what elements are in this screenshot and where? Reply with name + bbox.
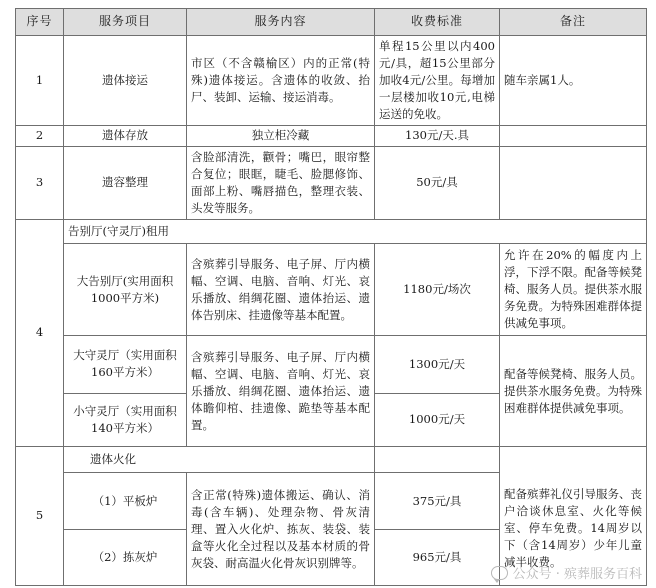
header-item: 服务项目: [64, 9, 187, 36]
service-item: 遗体存放: [64, 125, 187, 146]
service-item: （2）拣灰炉: [64, 529, 187, 585]
fee-table: [15, 8, 647, 586]
service-content: 含脸部清洗，颧骨；嘴巴，眼帘整合复位；眼眶，睫毛、脸腮修饰、面部上粉、嘴唇描色，整理衣装、头发等服务。: [187, 147, 375, 220]
table-row: [16, 35, 647, 125]
row-number: 4: [16, 219, 64, 446]
header-no: 序号: [16, 9, 64, 36]
service-fee: 965元/具: [375, 529, 500, 585]
table-row: [16, 446, 647, 473]
table-row: [16, 219, 647, 244]
row-number: 5: [16, 446, 64, 585]
service-item: 大守灵厅（实用面积160平方米）: [64, 336, 187, 393]
table-row: [16, 473, 647, 529]
service-content: 独立柜冷藏: [187, 125, 375, 146]
table-row: [16, 125, 647, 146]
service-fee: 1300元/天: [375, 336, 500, 393]
service-content: 市区（不含赣榆区）内的正常(特殊)遗体接运。含遗体的收敛、抬尸、装卸、运输、接运消毒。: [187, 35, 375, 125]
service-content: 含殡葬引导服务、电子屏、厅内横幅、空调、电脑、音响、灯光、哀乐播放、绢绸花圈、遗体抬运、遗体瞻仰棺、挂遗像、跪垫等基本配置。: [187, 336, 375, 446]
service-remark: 随车亲属1人。: [500, 35, 647, 125]
service-remark: 配备殡葬礼仪引导服务、丧户洽谈休息室、火化等候室、停车免费。14周岁以下（含14周岁）少年儿童减半收费。: [500, 473, 647, 586]
row-number: 1: [16, 35, 64, 125]
header-remark: 备注: [500, 9, 647, 36]
service-remark: 允许在20%的幅度内上浮，下浮不限。配备等候凳椅、服务人员。提供茶水服务免费。为特殊困难群体提供减免事项。: [500, 244, 647, 336]
service-content: 含殡葬引导服务、电子屏、厅内横幅、空调、电脑、音响、灯光、哀乐播放、绢绸花圈、遗体抬运、遗体告别床、挂遗像等基本配置。: [187, 244, 375, 336]
service-item: 遗体接运: [64, 35, 187, 125]
group-title: 遗体火化: [64, 446, 375, 473]
service-item: 遗容整理: [64, 147, 187, 220]
table-row: [16, 147, 647, 220]
service-remark: [500, 125, 647, 146]
service-fee: 375元/具: [375, 473, 500, 529]
watermark-text: 公众号 · 殡葬服务百科: [512, 567, 642, 582]
table-row: [16, 336, 647, 393]
wechat-icon: [491, 566, 508, 580]
service-fee: 1180元/场次: [375, 244, 500, 336]
service-item: 小守灵厅（实用面积140平方米）: [64, 393, 187, 446]
row-number: 3: [16, 147, 64, 220]
row-number: 2: [16, 125, 64, 146]
table-row: [16, 244, 647, 336]
service-fee: 50元/具: [375, 147, 500, 220]
service-content: 含正常(特殊)遗体搬运、确认、消毒(含车辆)、处理杂物、骨灰清理、置入火化炉、拣灰、装袋、装盒等火化全过程以及基本材质的骨灰袋、耐高温火化骨灰识别牌等。: [187, 473, 375, 586]
service-remark: [500, 147, 647, 220]
service-fee: 1000元/天: [375, 393, 500, 446]
service-item: 大告别厅(实用面积1000平方米): [64, 244, 187, 336]
fee-blank: [375, 446, 500, 473]
service-item: （1）平板炉: [64, 473, 187, 529]
service-fee: 单程15公里以内400元/具，超15公里部分加收4元/公里。每增加一层楼加收10元,电梯运送的免收。: [375, 35, 500, 125]
header-content: 服务内容: [187, 9, 375, 36]
service-remark: 配备等候凳椅、服务人员。提供茶水服务免费。为特殊困难群体提供减免事项。: [500, 336, 647, 446]
header-row: [16, 9, 647, 36]
remark-blank: [500, 446, 647, 473]
header-fee: 收费标准: [375, 9, 500, 36]
group-title: 告别厅(守灵厅)租用: [64, 219, 647, 244]
watermark: [491, 563, 642, 582]
service-fee: 130元/天.具: [375, 125, 500, 146]
